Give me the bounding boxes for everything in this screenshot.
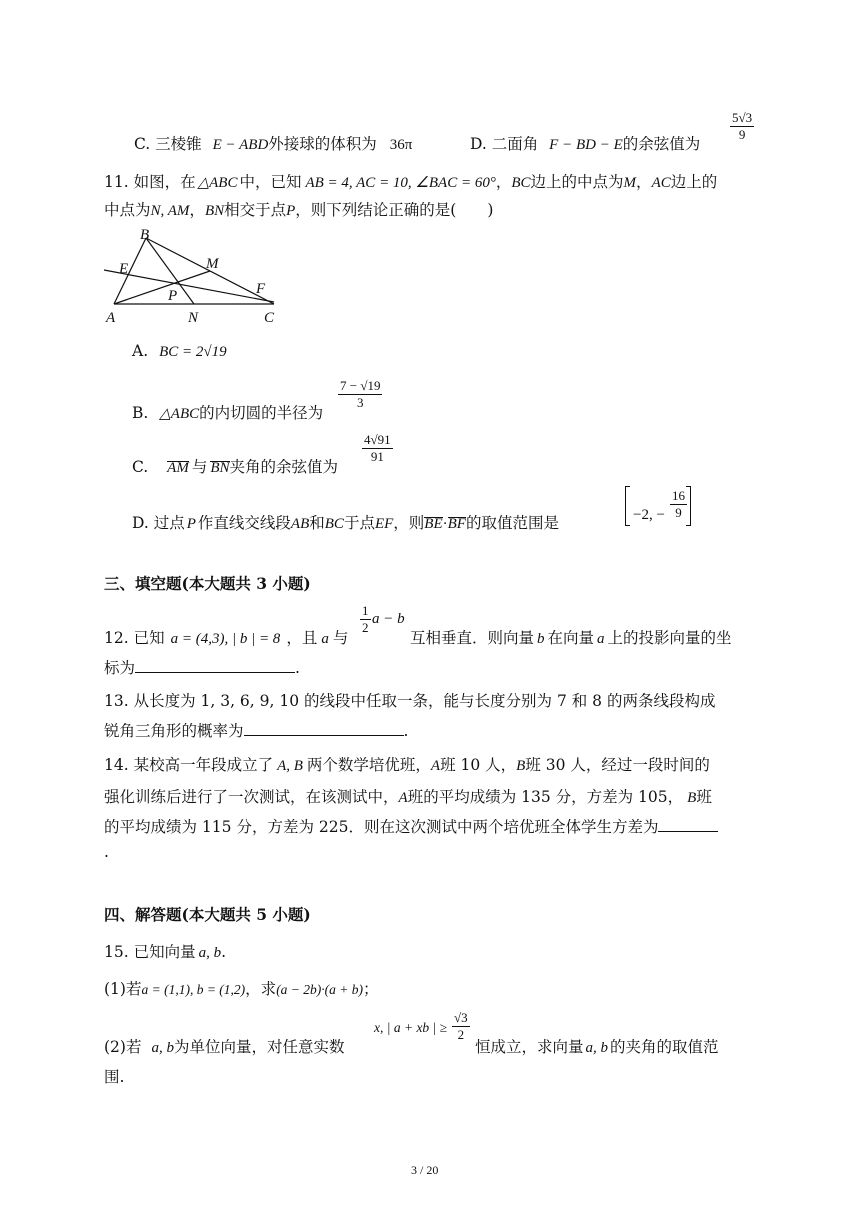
fraction-denominator: 91 [370,449,384,464]
page-number: 3 / 20 [411,1163,439,1177]
text: 中点为 [104,201,151,219]
math: BN [204,203,225,219]
text: 恒成立，求向量 [475,1038,584,1056]
math: A [398,790,408,806]
text: 边上的 [670,173,718,191]
text: 两个数学培优班， [306,756,431,774]
triangle-figure [102,226,282,326]
text: 锐角三角形的概率为 [104,722,244,740]
math: B [687,790,697,806]
text: 的夹角的取值范 [610,1038,719,1056]
q11-b-fraction [338,378,382,411]
q10-option-c [134,132,412,154]
text: 与 [332,629,349,647]
answer-blank[interactable] [244,719,404,736]
option-label: B. [132,404,149,422]
q11-option-a [132,342,227,361]
text: (1)若 [104,980,142,998]
text: ， [495,173,512,191]
q12-line2 [104,656,300,678]
option-text: 夹角的余弦值为 [229,458,339,476]
math: BC [324,516,344,532]
math: a, b [585,1040,609,1056]
q11-c-fraction [362,432,393,465]
answer-blank[interactable] [658,815,718,832]
q11-line1 [104,170,717,192]
section4-title: 四、解答题(本大题共 5 小题) [104,905,311,924]
math: △ABC [159,406,200,422]
q11-line2 [104,198,493,220]
text: 强化训练后进行了一次测试，在该测试中， [104,788,399,806]
fraction-numerator: 1 [362,603,369,618]
fraction-numerator: 16 [672,488,686,503]
range-fraction [670,488,687,521]
text: 相交于点 [224,201,287,219]
math: N, AM [150,203,190,219]
q13-line1: 13. 从长度为 1, 3, 6, 9, 10 的线段中任取一条，能与长度分别为 7 和 8 的两条线段构成 [104,692,716,710]
text: ，求 [245,980,277,998]
math: x, | a + xb | ≥ [374,1020,448,1035]
q11-option-c [132,455,338,477]
text: 班 30 人，经过一段时间的 [525,756,710,774]
math: M [623,175,637,191]
text: 作直线交线段 [197,514,291,532]
q11-option-d [132,511,559,533]
fraction-denominator: 2 [362,620,369,635]
fraction-denominator: 9 [675,505,682,520]
section3-title: 三、填空题(本大题共 3 小题) [104,574,311,593]
option-text: 外接球的体积为 [268,135,377,153]
text: 11. 如图，在 [104,173,196,191]
fraction-numerator: √3 [454,1010,468,1025]
q12-line1-rest [410,626,732,648]
option-text: 的余弦值为 [622,135,701,153]
q10-d-fraction [730,110,754,143]
vector-be: BE [424,516,443,532]
label-m: M [206,256,219,272]
q12-line1 [104,626,348,648]
text: (2)若 [104,1038,142,1056]
text: 的平均成绩为 115 分，方差为 225．则在这次测试中两个培优班全体学生方差为 [104,818,659,836]
q11-d-range [625,486,691,526]
math: a = (4,3), | b | = 8 [170,631,281,647]
fraction-numerator: 5√3 [732,110,753,125]
text: 的取值范围是 [465,514,559,532]
math: P [286,203,296,219]
math: AB [290,516,310,532]
text: 互相垂直．则向量 [410,629,535,647]
option-label: A. [132,342,149,360]
math: P [186,516,196,532]
math-expr: F − BD − E [549,137,623,153]
text: ； [363,980,379,998]
text: ，则 [393,514,425,532]
vector-bn: BN [210,460,230,476]
text: 于点 [343,514,375,532]
math: a [597,631,605,647]
math: AC [651,175,671,191]
text: 14. 某校高一年段成立了 [104,756,274,774]
math: BC [511,175,531,191]
text: ，且 [286,629,318,647]
math: (a − 2b)·(a + b) [276,982,364,997]
option-label: D. 二面角 [470,135,539,153]
math-value: 36π [389,137,413,153]
answer-blank[interactable] [135,656,295,673]
label-p: P [168,288,178,304]
text: 15. 已知向量 [104,943,196,961]
range-left: −2, − [633,507,665,523]
q13-line2 [104,719,408,741]
option-label: C. 三棱锥 [134,135,202,153]
math: a − b [372,611,405,627]
q14-line1 [104,753,710,775]
label-e: E [119,261,129,277]
text: . [221,943,227,961]
q15-part2 [104,1035,344,1057]
text: 与 [191,458,208,476]
q15-part2-line2: 围. [104,1068,125,1086]
text: 和 [309,514,325,532]
text: 上的投影向量的坐 [607,629,732,647]
math: b [537,631,545,647]
math: a = (1,1), b = (1,2) [141,982,246,997]
q15-line1 [104,940,226,962]
vector-am: AM [167,460,189,476]
text: 中，已知 [239,173,302,191]
math: a, b [151,1040,174,1056]
text: 为单位向量，对任意实数 [173,1038,345,1056]
q15-part2-rest [475,1035,719,1057]
text: 班 10 人， [440,756,517,774]
math-expr: E − ABD [212,137,269,153]
option-text: 的内切圆的半径为 [199,404,324,422]
q14-line3 [104,815,718,837]
fraction-numerator: 7 − √19 [340,378,381,393]
math: A, B [277,758,303,774]
text: 边上的中点为 [530,173,624,191]
label-a: A [106,310,116,326]
text: ， [189,201,205,219]
dot: · [442,516,448,532]
math: EF [374,516,394,532]
fraction-denominator: 2 [457,1027,465,1042]
text: 标为 [104,659,136,677]
q12-line1-tail [372,609,405,628]
math: △ABC [197,175,238,191]
math-expr: BC = 2√19 [159,344,227,360]
option-label: C. [132,458,149,476]
math: a, b [198,945,222,961]
fraction-numerator: 4√91 [364,432,391,447]
text: 在向量 [547,629,595,647]
q11-option-b [132,401,323,423]
text: ， [636,173,652,191]
label-b: B [140,227,150,243]
q12-half [360,603,371,636]
math: AB = 4, AC = 10, ∠BAC = 60° [305,175,496,191]
fraction-denominator: 3 [356,395,364,410]
math: a [321,631,329,647]
q14-line2 [104,785,712,807]
q15-fraction [452,1010,470,1043]
text: . [295,659,300,677]
q14-end: . [104,843,109,861]
math: A [430,758,441,774]
fraction-denominator: 9 [738,127,746,142]
text: 班的平均成绩为 135 分，方差为 105， [407,788,684,806]
vector-bf: BF [447,516,466,532]
q10-option-d [470,132,700,154]
text: 班 [696,788,712,806]
text: ，则下列结论正确的是( ) [295,201,494,219]
text: . [403,722,409,740]
text: 12. 已知 [104,629,165,647]
q15-part2-ineq [374,1018,447,1036]
q15-part1 [104,977,379,999]
option-label: D. 过点 [132,514,185,532]
label-c: C [264,310,275,326]
math: B [516,758,526,774]
label-n: N [188,310,199,326]
label-f: F [256,281,266,297]
